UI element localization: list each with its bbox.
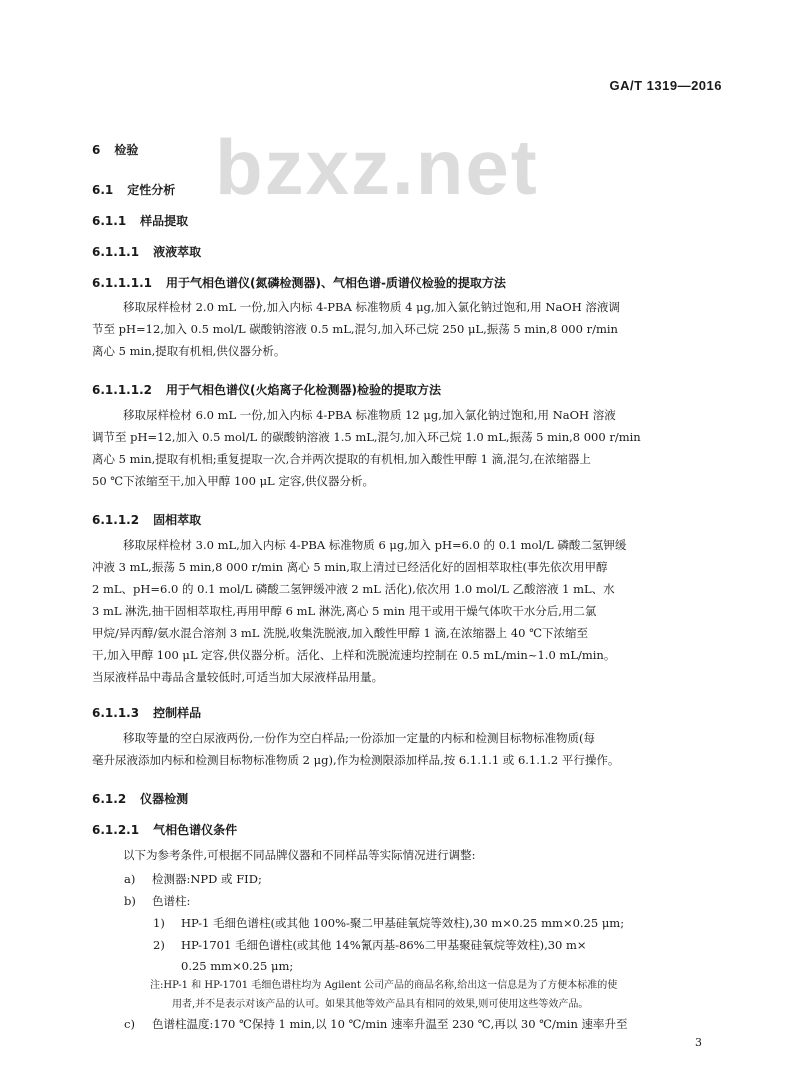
list-marker: b) bbox=[124, 894, 136, 908]
paragraph-liquid-extraction-fid bbox=[92, 404, 720, 492]
section-heading-6 bbox=[92, 141, 138, 158]
list-item-b-2-continued: 0.25 mm×0.25 μm; bbox=[181, 959, 294, 973]
section-title: 检验 bbox=[114, 143, 139, 157]
list-marker: 1) bbox=[153, 916, 165, 930]
paragraph-liquid-extraction-npd bbox=[92, 296, 720, 362]
text-line: 节至 pH=12,加入 0.5 mol/L 碳酸钠溶液 0.5 mL,混匀,加入环己烷 250 μL,振荡 5 min,8 000 r/min bbox=[92, 322, 618, 336]
text-line: 甲烷/异丙醇/氨水混合溶剂 3 mL 洗脱,收集洗脱液,加入酸性甲醇 1 滴,在浓缩器上 40 ℃下浓缩至 bbox=[92, 626, 588, 640]
section-title: 用于气相色谱仪(氮磷检测器)、气相色谱-质谱仪检验的提取方法 bbox=[165, 276, 506, 290]
section-heading-6-1-2-1 bbox=[92, 821, 237, 838]
list-text: 色谱柱温度:170 ℃保持 1 min,以 10 ℃/min 速率升温至 230 ℃,再以 30 ℃/min 速率升至 bbox=[152, 1017, 628, 1031]
section-heading-6-1-1 bbox=[92, 212, 188, 229]
section-heading-6-1-1-2 bbox=[92, 511, 201, 528]
paragraph-solid-phase-extraction bbox=[92, 534, 720, 688]
text-line: 3 mL 淋洗,抽干固相萃取柱,再用甲醇 6 mL 淋洗,离心 5 min 甩干或用干燥气体吹干水分后,用二氯 bbox=[92, 604, 597, 618]
text-line: 调节至 pH=12,加入 0.5 mol/L 的碳酸钠溶液 1.5 mL,混匀,加入环己烷 1.0 mL,振荡 5 min,8 000 r/min bbox=[92, 430, 641, 444]
text-line: 移取等量的空白尿液两份,一份作为空白样品;一份添加一定量的内标和检测目标物标准物质(每 bbox=[123, 731, 596, 745]
section-number: 6.1.1.2 bbox=[92, 513, 140, 527]
text-line: 移取尿样检材 6.0 mL 一份,加入内标 4-PBA 标准物质 12 μg,加入氯化钠过饱和,用 NaOH 溶液 bbox=[123, 408, 616, 422]
list-item-b bbox=[124, 893, 190, 909]
list-text: HP-1701 毛细色谱柱(或其他 14%氰丙基-86%二甲基聚硅氧烷等效柱),30 m× bbox=[181, 938, 587, 952]
section-number: 6.1.1 bbox=[92, 214, 127, 228]
text-line: 2 mL、pH=6.0 的 0.1 mol/L 磷酸二氢钾缓冲液 2 mL 活化),依次用 1.0 mol/L 乙酸溶液 1 mL、水 bbox=[92, 582, 615, 596]
section-heading-6-1-1-1 bbox=[92, 243, 201, 260]
note bbox=[150, 976, 720, 1014]
list-marker: c) bbox=[124, 1017, 135, 1031]
section-heading-6-1 bbox=[92, 181, 175, 198]
document-code: GA/T 1319—2016 bbox=[609, 78, 722, 93]
section-heading-6-1-2 bbox=[92, 790, 188, 807]
paragraph-control-samples bbox=[92, 727, 720, 771]
note-line: 注:HP-1 和 HP-1701 毛细色谱柱均为 Agilent 公司产品的商品名称,给出这一信息是为了方便本标准的使 bbox=[150, 980, 618, 991]
text-line: 移取尿样检材 2.0 mL 一份,加入内标 4-PBA 标准物质 4 μg,加入氯化钠过饱和,用 NaOH 溶液调 bbox=[123, 300, 620, 314]
note-line: 用者,并不是表示对该产品的认可。如果其他等效产品具有相同的效果,则可使用这些等效产品。 bbox=[172, 999, 589, 1010]
text-line: 移取尿样检材 3.0 mL,加入内标 4-PBA 标准物质 6 μg,加入 pH=6.0 的 0.1 mol/L 磷酸二氢钾缓 bbox=[123, 538, 627, 552]
section-title: 定性分析 bbox=[127, 183, 176, 197]
list-item-a bbox=[124, 871, 262, 887]
list-item-b-1 bbox=[153, 915, 624, 931]
text-line: 毫升尿液添加内标和检测目标物标准物质 2 μg),作为检测限添加样品,按 6.1.1.1 或 6.1.1.2 平行操作。 bbox=[92, 753, 620, 767]
section-title: 仪器检测 bbox=[140, 792, 189, 806]
section-title: 气相色谱仪条件 bbox=[153, 823, 238, 837]
section-title: 用于气相色谱仪(火焰离子化检测器)检验的提取方法 bbox=[165, 383, 441, 397]
list-marker: a) bbox=[124, 872, 136, 886]
text-line: 干,加入甲醇 100 μL 定容,供仪器分析。活化、上样和洗脱流速均控制在 0.5 mL/min~1.0 mL/min。 bbox=[92, 648, 616, 662]
section-heading-6-1-1-1-1 bbox=[92, 274, 506, 291]
section-number: 6 bbox=[92, 143, 101, 157]
list-text: HP-1 毛细色谱柱(或其他 100%-聚二甲基硅氧烷等效柱),30 m×0.25 mm×0.25 μm; bbox=[181, 916, 625, 930]
section-title: 控制样品 bbox=[153, 706, 202, 720]
watermark: bzxz.net bbox=[215, 123, 539, 211]
text-line: 当尿液样品中毒品含量较低时,可适当加大尿液样品用量。 bbox=[92, 670, 384, 684]
text-line: 以下为参考条件,可根据不同品牌仪器和不同样品等实际情况进行调整: bbox=[123, 848, 476, 862]
section-title: 液液萃取 bbox=[153, 245, 202, 259]
text-line: 离心 5 min,提取有机相,供仪器分析。 bbox=[92, 344, 286, 358]
list-item-b-2 bbox=[153, 937, 587, 953]
text-line: 冲液 3 mL,振荡 5 min,8 000 r/min 离心 5 min,取上清过已经活化好的固相萃取柱(事先依次用甲醇 bbox=[92, 560, 608, 574]
section-title: 样品提取 bbox=[140, 214, 189, 228]
section-heading-6-1-1-1-2 bbox=[92, 381, 441, 398]
list-item-c bbox=[124, 1016, 628, 1032]
text-line: 50 ℃下浓缩至干,加入甲醇 100 μL 定容,供仪器分析。 bbox=[92, 474, 374, 488]
section-number: 6.1.1.1 bbox=[92, 245, 140, 259]
section-number: 6.1.1.1.2 bbox=[92, 383, 152, 397]
text-line: 离心 5 min,提取有机相;重复提取一次,合并两次提取的有机相,加入酸性甲醇 1 滴,混匀,在浓缩器上 bbox=[92, 452, 591, 466]
list-text: 检测器:NPD 或 FID; bbox=[152, 872, 262, 886]
section-title: 固相萃取 bbox=[153, 513, 202, 527]
section-number: 6.1.2.1 bbox=[92, 823, 140, 837]
list-text: 色谱柱: bbox=[152, 894, 191, 908]
section-heading-6-1-1-3 bbox=[92, 704, 201, 721]
section-number: 6.1.1.3 bbox=[92, 706, 140, 720]
page-number: 3 bbox=[695, 1036, 702, 1049]
paragraph-reference-conditions bbox=[92, 844, 720, 866]
list-marker: 2) bbox=[153, 938, 165, 952]
section-number: 6.1 bbox=[92, 183, 114, 197]
section-number: 6.1.2 bbox=[92, 792, 127, 806]
section-number: 6.1.1.1.1 bbox=[92, 276, 152, 290]
